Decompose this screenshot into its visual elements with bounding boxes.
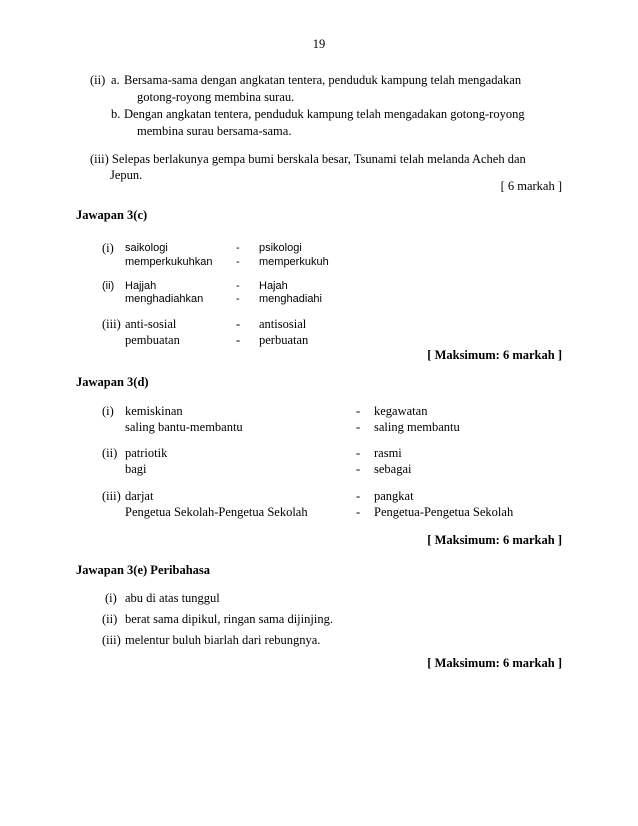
max-mark-3d: [ Maksimum: 6 markah ] <box>427 533 562 547</box>
c-row-5-num: (iii) <box>102 317 121 331</box>
max-mark-3e: [ Maksimum: 6 markah ] <box>427 656 562 670</box>
c-row-3-right: Hajah <box>259 280 288 292</box>
page-number: 19 <box>312 37 326 51</box>
d-row-1-num: (i) <box>102 404 114 418</box>
c-row-2-left: memperkukuhkan <box>125 256 213 268</box>
c-row-1-right: psikologi <box>259 242 302 254</box>
part-ii-a-line1: Bersama-sama dengan angkatan tentera, penduduk kampung telah mengadakan <box>124 73 522 87</box>
d-row-3-right: rasmi <box>374 446 402 460</box>
part-ii-b-label: b. <box>111 107 121 121</box>
c-row-4-dash: - <box>236 293 240 305</box>
d-row-6-dash: - <box>356 505 361 519</box>
d-row-2-right: saling membantu <box>374 420 460 434</box>
c-row-6-right: perbuatan <box>259 333 309 347</box>
d-row-3-left: patriotik <box>125 446 168 460</box>
part-ii-a-line2: gotong-royong membina surau. <box>137 90 295 104</box>
max-mark-3c: [ Maksimum: 6 markah ] <box>427 348 562 362</box>
d-row-5-left: darjat <box>125 489 154 503</box>
c-row-1-num: (i) <box>102 241 114 255</box>
d-row-1-dash: - <box>356 404 361 418</box>
c-row-3-num: (ii) <box>102 280 115 292</box>
d-row-2-left: saling bantu-membantu <box>125 420 243 434</box>
d-row-5-num: (iii) <box>102 489 121 503</box>
d-row-1-left: kemiskinan <box>125 404 183 418</box>
c-row-1-left: saikologi <box>125 242 168 254</box>
d-row-3-dash: - <box>356 446 361 460</box>
e-item-3-text: melentur buluh biarlah dari rebungnya. <box>125 633 321 647</box>
mark-6: [ 6 markah ] <box>500 179 562 193</box>
d-row-4-left: bagi <box>125 462 147 476</box>
c-row-4-left: menghadiahkan <box>125 293 204 305</box>
c-row-6-left: pembuatan <box>125 333 180 347</box>
part-iii-line1: (iii) Selepas berlakunya gempa bumi berskala besar, Tsunami telah melanda Acheh dan <box>90 152 526 166</box>
c-row-2-dash: - <box>236 256 240 268</box>
d-row-6-right: Pengetua-Pengetua Sekolah <box>374 505 514 519</box>
heading-3d: Jawapan 3(d) <box>76 375 149 389</box>
d-row-3-num: (ii) <box>102 446 118 460</box>
d-row-5-dash: - <box>356 489 361 503</box>
d-row-5-right: pangkat <box>374 489 414 503</box>
d-row-1-right: kegawatan <box>374 404 428 418</box>
c-row-4-right: menghadiahi <box>259 293 322 305</box>
part-ii-label: (ii) <box>90 73 106 87</box>
part-ii-b-line1: Dengan angkatan tentera, penduduk kampung telah mengadakan gotong-royong <box>124 107 525 121</box>
c-row-6-dash: - <box>236 333 241 347</box>
part-ii-b-line2: membina surau bersama-sama. <box>137 124 292 138</box>
e-item-1-text: abu di atas tunggul <box>125 591 220 605</box>
d-row-6-left: Pengetua Sekolah-Pengetua Sekolah <box>125 505 308 519</box>
heading-3e: Jawapan 3(e) Peribahasa <box>76 563 211 577</box>
e-item-2-num: (ii) <box>102 612 118 626</box>
c-row-3-left: Hajjah <box>125 280 157 292</box>
part-iii-line2: Jepun. <box>110 168 143 182</box>
part-ii-a-label: a. <box>111 73 120 87</box>
c-row-1-dash: - <box>236 242 240 254</box>
d-row-2-dash: - <box>356 420 361 434</box>
e-item-3-num: (iii) <box>102 633 121 647</box>
c-row-5-right: antisosial <box>259 317 307 331</box>
d-row-4-right: sebagai <box>374 462 412 476</box>
e-item-1-num: (i) <box>105 591 117 605</box>
c-row-5-dash: - <box>236 317 241 331</box>
heading-3c: Jawapan 3(c) <box>76 208 148 222</box>
c-row-3-dash: - <box>236 280 240 292</box>
e-item-2-text: berat sama dipikul, ringan sama dijinjing. <box>125 612 333 626</box>
c-row-5-left: anti-sosial <box>125 317 177 331</box>
c-row-2-right: memperkukuh <box>259 256 329 268</box>
d-row-4-dash: - <box>356 462 361 476</box>
